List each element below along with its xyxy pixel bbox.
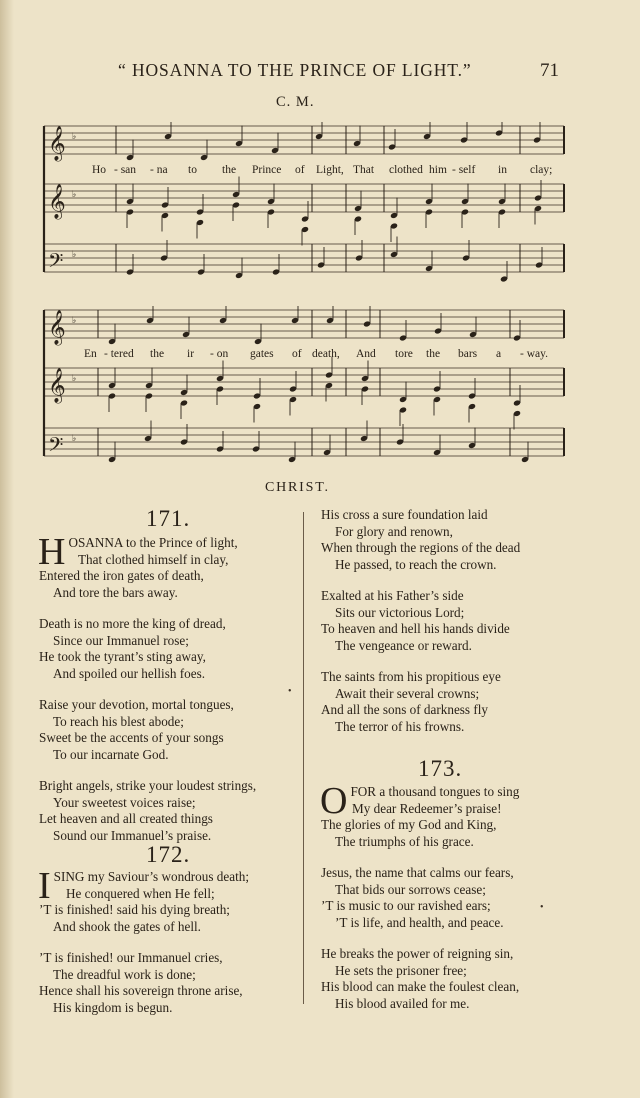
verse-line: And spoiled our hellish foes. (53, 665, 206, 681)
lyric-syllable: Light, (316, 164, 344, 176)
lyric-syllable: a (496, 348, 502, 360)
flat-sign-icon: ♭ (72, 374, 77, 384)
verse-line: Since our Immanuel rose; (53, 632, 189, 648)
stanza (321, 865, 621, 931)
stanza (38, 865, 301, 935)
lyric-syllable: clothed (389, 164, 423, 176)
lyric-line-2 (40, 348, 570, 364)
stanza (39, 616, 301, 682)
music-staves-1 (40, 122, 570, 282)
treble-clef-icon: 𝄞 (48, 184, 66, 219)
hymn-number: 172. (146, 842, 191, 867)
verse-line: The vengeance or reward. (335, 637, 472, 653)
lyric-syllable: the (222, 164, 237, 176)
lyric-syllable: - tered (104, 348, 134, 360)
verse-line: Sweet be the accents of your songs (39, 730, 224, 745)
lyric-syllable: - san (114, 164, 137, 176)
verse-line: He sets the prisoner free; (335, 962, 467, 978)
lyric-syllable: bars (458, 348, 478, 360)
ink-speck: • (540, 902, 544, 913)
lyric-syllable: - na (150, 164, 168, 176)
verse-line: He passed, to reach the crown. (335, 556, 497, 572)
stanza (320, 780, 621, 850)
page-number: 71 (540, 60, 559, 81)
verse-line: ’T is life, and health, and peace. (335, 914, 504, 930)
verse-line: That bids our sorrows cease; (335, 881, 486, 897)
bass-clef-icon: 𝄢 (48, 433, 64, 461)
stanza (39, 778, 301, 844)
music-staves-2 (40, 306, 570, 466)
stanza (38, 531, 301, 601)
stanza (321, 507, 621, 573)
page-binding-edge (0, 0, 14, 1098)
verse-line: Your sweetest voices raise; (53, 794, 196, 810)
stanza (321, 946, 621, 1012)
lyric-syllable: - on (210, 348, 229, 360)
running-title: “ HOSANNA TO THE PRINCE OF LIGHT.” (118, 60, 472, 80)
flat-sign-icon: ♭ (72, 250, 77, 260)
verse-line: And tore the bars away. (53, 584, 178, 600)
verse-line: Hence shall his sovereign throne arise, (39, 983, 243, 998)
treble-clef-icon: 𝄞 (48, 368, 66, 403)
verse-line: Exalted at his Father’s side (321, 588, 464, 603)
hymn-173 (320, 780, 621, 1027)
verse-line: He conquered when He fell; (66, 885, 215, 901)
verse-line: When through the regions of the dead (321, 540, 521, 555)
lyric-line-1 (40, 164, 570, 180)
column-divider (303, 512, 304, 1004)
lyric-syllable: Ho (92, 164, 107, 176)
verse-line: The glories of my God and King, (321, 817, 497, 832)
verse-line: Await their several crowns; (335, 685, 480, 701)
verse-line: His cross a sure foundation laid (321, 507, 488, 522)
verse-line: ’T is finished! our Immanuel cries, (39, 950, 223, 965)
tune-meter: C. M. (276, 94, 315, 110)
ink-speck: • (288, 686, 292, 697)
hymn-number: 171. (146, 506, 191, 531)
verse-line: He took the tyrant’s sting away, (39, 649, 206, 664)
verse-line: The triumphs of his grace. (335, 833, 474, 849)
lyric-syllable: of (295, 164, 305, 176)
verse-line: And shook the gates of hell. (53, 918, 201, 934)
lyric-syllable: Prince (252, 164, 282, 176)
flat-sign-icon: ♭ (72, 190, 77, 200)
stanza (39, 697, 301, 763)
lyric-syllable: That (353, 164, 375, 176)
verse-line: Jesus, the name that calms our fears, (321, 865, 514, 880)
treble-clef-icon: 𝄞 (48, 310, 66, 345)
verse-line: His blood can make the foulest clean, (321, 979, 520, 994)
stanza (39, 950, 301, 1016)
verse-line: Sound our Immanuel’s praise. (53, 827, 212, 843)
verse-line: His blood availed for me. (335, 995, 470, 1011)
verse-line: ’T is finished! said his dying breath; (39, 902, 230, 917)
verse-line: Let heaven and all created things (39, 811, 213, 826)
hymn-172-continued (321, 507, 621, 750)
flat-sign-icon: ♭ (72, 316, 77, 326)
verse-line: To our incarnate God. (53, 746, 169, 762)
lyric-syllable: in (498, 164, 507, 176)
verse-line: My dear Redeemer’s praise! (352, 800, 502, 816)
drop-cap: O (320, 780, 348, 822)
hymn-172 (38, 865, 301, 1031)
verse-line: His kingdom is begun. (53, 999, 173, 1015)
stanza (321, 669, 621, 735)
verse-line: O FOR a thousand tongues to sing (320, 780, 520, 822)
verse-line: For glory and renown, (335, 523, 453, 539)
verse-line: He breaks the power of reigning sin, (321, 946, 514, 961)
verse-line: Sits our victorious Lord; (335, 604, 465, 620)
verse-line: That clothed himself in clay, (78, 551, 229, 567)
lyric-syllable: death, (312, 348, 340, 360)
lyric-syllable: of (292, 348, 302, 360)
verse-line: I SING my Saviour’s wondrous death; (38, 865, 250, 907)
bass-clef-icon: 𝄢 (48, 249, 64, 277)
lyric-syllable: And (356, 348, 376, 360)
lyric-syllable: the (150, 348, 165, 360)
running-head (0, 60, 640, 86)
music-system-1 (40, 122, 570, 282)
verse-line: The saints from his propitious eye (321, 669, 501, 684)
lyric-syllable: tore (395, 348, 413, 360)
lyric-syllable: - self (452, 164, 476, 176)
lyric-syllable: gates (250, 348, 274, 360)
verse-line: Bright angels, strike your loudest strings, (39, 778, 257, 793)
verse-line: Raise your devotion, mortal tongues, (39, 697, 234, 712)
treble-clef-icon: 𝄞 (48, 126, 66, 161)
verse-line: Entered the iron gates of death, (39, 568, 204, 583)
verse-line: Death is no more the king of dread, (39, 616, 226, 631)
drop-cap: I (38, 865, 51, 907)
stanza (321, 588, 621, 654)
flat-sign-icon: ♭ (72, 132, 77, 142)
verse-line: To reach his blest abode; (53, 713, 184, 729)
lyric-syllable: En (84, 348, 97, 360)
verse-line: The dreadful work is done; (53, 966, 196, 982)
lyric-syllable: the (426, 348, 441, 360)
music-system-2 (40, 306, 570, 466)
lyric-syllable: him (429, 164, 447, 176)
flat-sign-icon: ♭ (72, 434, 77, 444)
lyric-syllable: to (188, 164, 197, 176)
verse-line: And all the sons of darkness fly (321, 702, 489, 717)
drop-cap: H (38, 531, 66, 573)
lyric-syllable: - way. (520, 348, 548, 360)
verse-line: ’T is music to our ravished ears; (321, 898, 491, 913)
hymn-171 (38, 531, 301, 859)
lyric-syllable: ir (187, 348, 195, 360)
hymn-number: 173. (418, 756, 463, 781)
verse-line: The terror of his frowns. (335, 718, 465, 734)
lyric-syllable: clay; (530, 164, 553, 176)
section-title: CHRIST. (265, 480, 330, 495)
verse-line: HOSANNA to the Prince of light, (38, 531, 238, 573)
verse-line: To heaven and hell his hands divide (321, 621, 510, 636)
